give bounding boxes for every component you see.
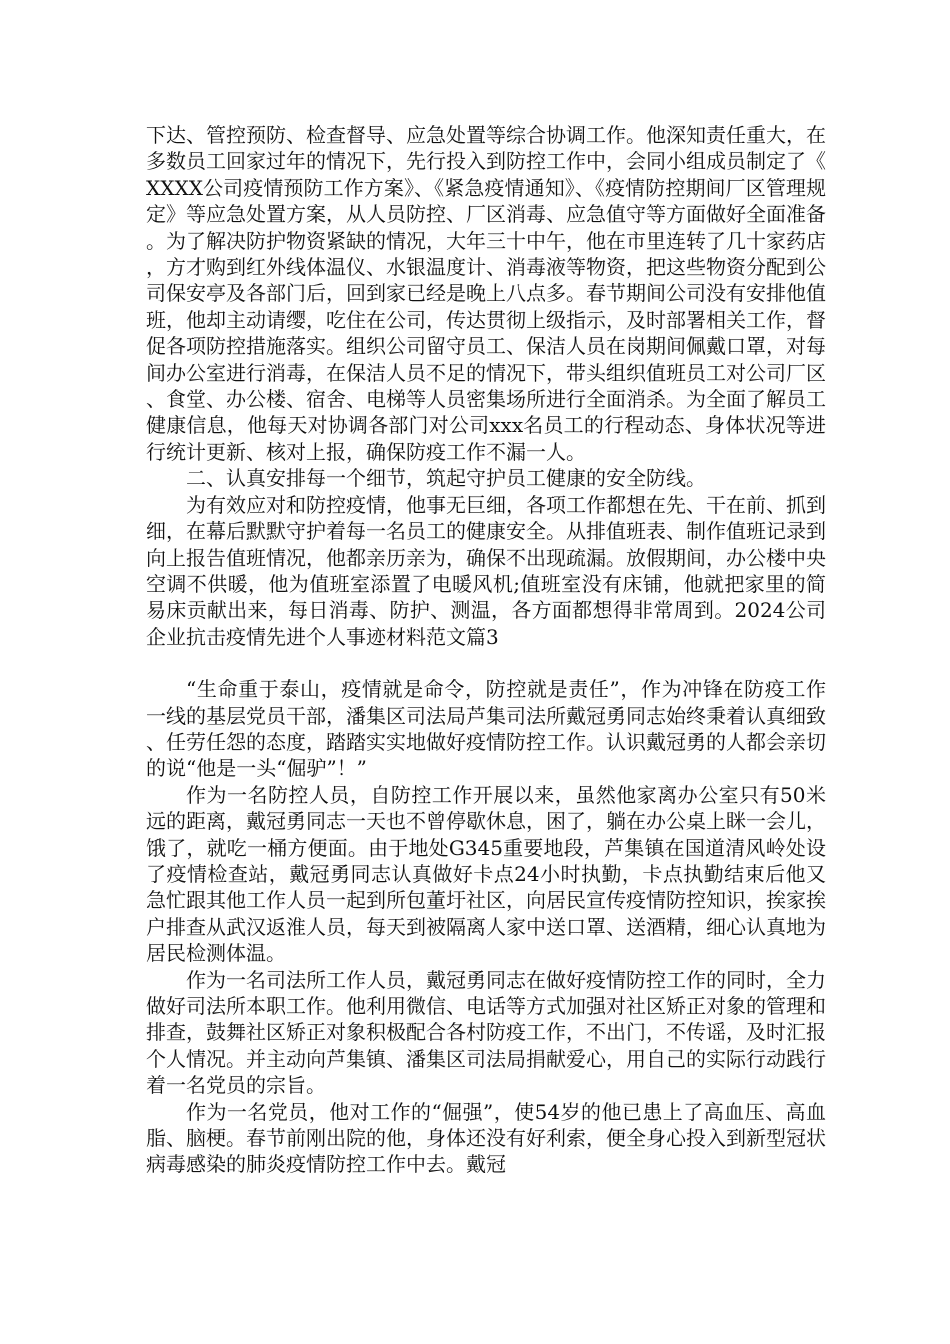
document-page — [146, 122, 826, 1178]
paragraph-3: “生命重于泰山，疫情就是命令，防控就是责任”，作为冲锋在防疫工作一线的基层党员干部，潘集区司法局芦集司法所戴冠勇同志始终秉着认真细致、任劳任怨的态度，踏踏实实地做好疫情防控工作。认识戴冠勇的人都会亲切的说“他是一头“倔驴”！” — [146, 677, 826, 781]
paragraph-6: 作为一名党员，他对工作的“倔强”，使54岁的他已患上了高血压、高血脂、脑梗。春节前刚出院的他，身体还没有好利索，便全身心投入到新型冠状病毒感染的肺炎疫情防控工作中去。戴冠 — [146, 1099, 826, 1177]
paragraph-4: 作为一名防控人员，自防控工作开展以来，虽然他家离办公室只有50米远的距离，戴冠勇同志一天也不曾停歇休息，困了，躺在办公桌上眯一会儿，饿了，就吃一桶方便面。由于地处G345重要地段，芦集镇在国道清风岭处设了疫情检查站，戴冠勇同志认真做好卡点24小时执勤，卡点执勤结束后他又急忙跟其他工作人员一起到所包董圩社区，向居民宣传疫情防控知识，挨家挨户排查从武汉返淮人员，每天到被隔离人家中送口罩、送酒精，细心认真地为居民检测体温。 — [146, 782, 826, 966]
blank-line — [146, 650, 826, 676]
paragraph-2: 为有效应对和防控疫情，他事无巨细，各项工作都想在先、干在前、抓到细，在幕后默默守护着每一名员工的健康安全。从排值班表、制作值班记录到向上报告值班情况，他都亲历亲为，确保不出现疏漏。放假期间，办公楼中央空调不供暖，他为值班室添置了电暖风机;值班室没有床铺，他就把家里的简易床贡献出来，每日消毒、防护、测温，各方面都想得非常周到。2024公司企业抗击疫情先进个人事迹材料范文篇3 — [146, 492, 826, 649]
section-heading: 二、认真安排每一个细节，筑起守护员工健康的安全防线。 — [186, 466, 706, 491]
paragraph-1: 下达、管控预防、检查督导、应急处置等综合协调工作。他深知责任重大，在多数员工回家过年的情况下，先行投入到防控工作中，会同小组成员制定了《XXXX公司疫情预防工作方案》、《紧急疫情通知》、《疫情防控期间厂区管理规定》等应急处置方案，从人员防控、厂区消毒、应急值守等方面做好全面准备。为了解决防护物资紧缺的情况，大年三十中午，他在市里连转了几十家药店，方才购到红外线体温仪、水银温度计、消毒液等物资，把这些物资分配到公司保安亭及各部门后，回到家已经是晚上八点多。春节期间公司没有安排他值班，他却主动请缨，吃住在公司，传达贯彻上级指示，及时部署相关工作，督促各项防控措施落实。组织公司留守员工、保洁人员在岗期间佩戴口罩，对每间办公室进行消毒，在保洁人员不足的情况下，带头组织值班员工对公司厂区、食堂、办公楼、宿舍、电梯等人员密集场所进行全面消杀。为全面了解员工健康信息，他每天对协调各部门对公司xxx名员工的行程动态、身体状况等进行统计更新、核对上报，确保防疫工作不漏一人。 — [146, 123, 826, 464]
paragraph-5: 作为一名司法所工作人员，戴冠勇同志在做好疫情防控工作的同时，全力做好司法所本职工作。他利用微信、电话等方式加强对社区矫正对象的管理和排查，鼓舞社区矫正对象积极配合各村防疫工作，不出门，不传谣，及时汇报个人情况。并主动向芦集镇、潘集区司法局捐献爱心，用自己的实际行动践行着一名党员的宗旨。 — [146, 967, 826, 1098]
